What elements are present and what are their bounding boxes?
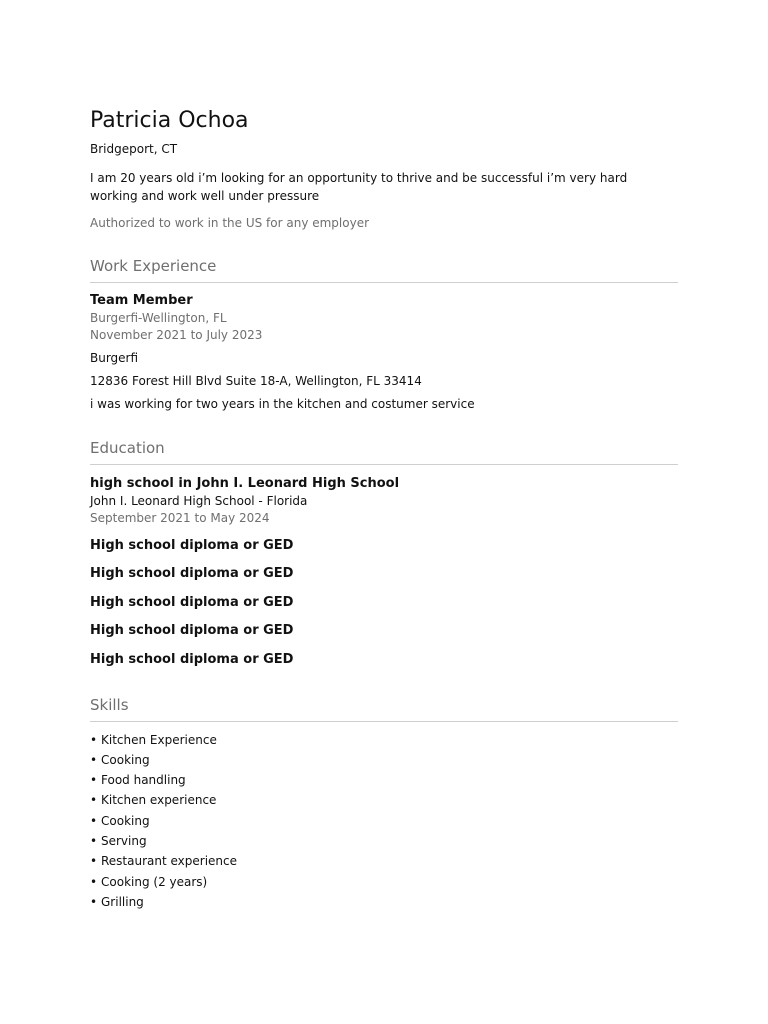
diploma-entry: High school diploma or GED: [90, 538, 294, 553]
skill-item: • Cooking: [90, 811, 678, 831]
job-title: Team Member: [90, 293, 193, 308]
skill-item: • Food handling: [90, 770, 678, 790]
education-dates: September 2021 to May 2024: [90, 511, 270, 525]
work-experience-heading: Work Experience: [90, 256, 678, 283]
diploma-entry: High school diploma or GED: [90, 594, 294, 610]
education-section: [90, 438, 678, 669]
skills-list: [90, 730, 678, 913]
skill-item: • Kitchen experience: [90, 790, 678, 810]
diploma-entry: High school diploma or GED: [90, 651, 294, 667]
skill-item: • Serving: [90, 831, 678, 851]
job-description: i was working for two years in the kitchen and costumer service: [90, 397, 475, 411]
resume: [90, 106, 678, 912]
job-address: 12836 Forest Hill Blvd Suite 18-A, Wellington, FL 33414: [90, 374, 422, 388]
skill-item: • Cooking: [90, 750, 678, 770]
diploma-entry: High school diploma or GED: [90, 566, 294, 582]
education-entry: [90, 475, 678, 527]
work-authorization: Authorized to work in the US for any employer: [90, 216, 370, 230]
education-heading: Education: [90, 438, 678, 465]
work-experience-section: [90, 256, 678, 413]
education-degree: high school in John I. Leonard High School: [90, 476, 400, 491]
candidate-summary: I am 20 years old i’m looking for an opportunity to thrive and be successful i’m very hard working and work well under pressure: [90, 171, 628, 203]
job-dates: November 2021 to July 2023: [90, 328, 263, 342]
skill-item: • Restaurant experience: [90, 851, 678, 871]
education-school: John I. Leonard High School - Florida: [90, 494, 308, 508]
skills-heading: Skills: [90, 695, 678, 722]
job-company-location: Burgerfi-Wellington, FL: [90, 311, 227, 325]
skills-section: [90, 695, 678, 913]
diploma-entry: High school diploma or GED: [90, 623, 294, 639]
candidate-location: Bridgeport, CT: [90, 142, 178, 156]
skill-item: • Kitchen Experience: [90, 730, 678, 750]
skill-item: • Cooking (2 years): [90, 872, 678, 892]
job-entry: [90, 292, 678, 413]
job-company: Burgerfi: [90, 351, 139, 365]
skill-item: • Grilling: [90, 892, 678, 912]
candidate-name: Patricia Ochoa: [90, 108, 249, 133]
